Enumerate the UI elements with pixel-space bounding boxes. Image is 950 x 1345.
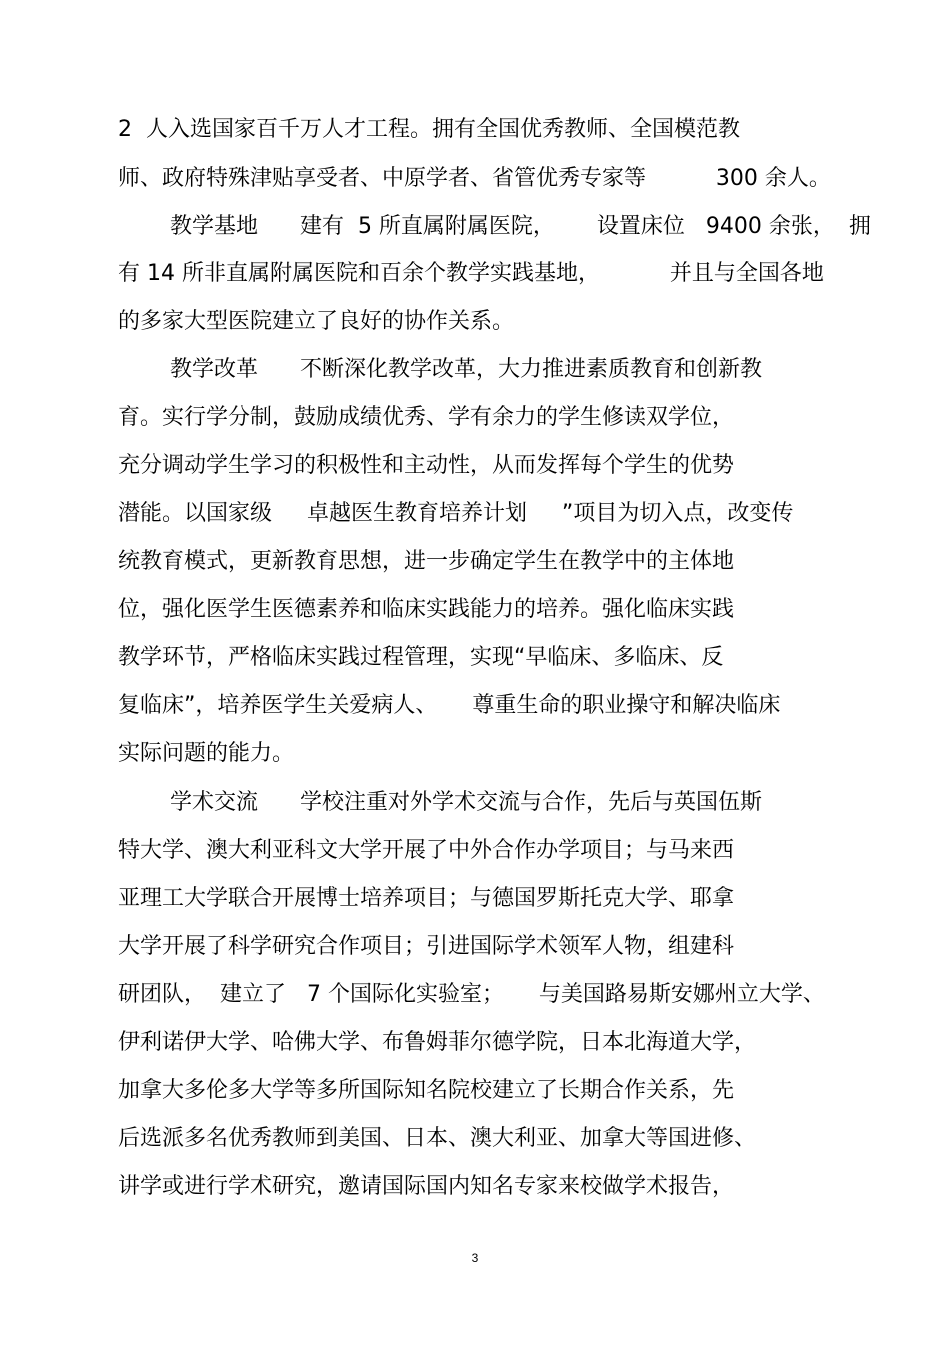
text-line: 充分调动学生学习的积极性和主动性，从而发挥每个学生的优势 xyxy=(118,453,735,478)
page-number: 3 xyxy=(471,1251,479,1265)
text-line: 2 人入选国家百千万人才工程。拥有全国优秀教师、全国模范教 xyxy=(118,117,740,142)
text-line: 育。实行学分制，鼓励成绩优秀、学有余力的学生修读双学位， xyxy=(118,405,735,430)
text-line: 统教育模式，更新教育思想，进一步确定学生在教学中的主体地 xyxy=(118,549,735,574)
paragraph-heading-line: 学术交流 学校注重对外学术交流与合作，先后与英国伍斯 xyxy=(170,790,762,815)
text-line: 讲学或进行学术研究，邀请国际国内知名专家来校做学术报告， xyxy=(118,1174,735,1199)
text-line: 大学开展了科学研究合作项目；引进国际学术领军人物，组建科 xyxy=(118,934,735,959)
text-line: 复临床”，培养医学生关爱病人、 尊重生命的职业操守和解决临床 xyxy=(118,693,781,718)
text-line: 教学环节，严格临床实践过程管理，实现“早临床、多临床、反 xyxy=(118,645,724,670)
text-line: 研团队， 建立了 7 个国际化实验室； 与美国路易斯安娜州立大学、 xyxy=(118,982,825,1007)
text-line: 位，强化医学生医德素养和临床实践能力的培养。强化临床实践 xyxy=(118,597,735,622)
paragraph-heading-line: 教学基地 建有 5 所直属附属医院， 设置床位 9400 余张， 拥 xyxy=(170,214,871,239)
paragraph-heading-line: 教学改革 不断深化教学改革，大力推进素质教育和创新教 xyxy=(170,357,762,382)
text-line: 有 14 所非直属附属医院和百余个教学实践基地， 并且与全国各地 xyxy=(118,261,824,286)
text-line: 潜能。以国家级 卓越医生教育培养计划 ”项目为切入点，改变传 xyxy=(118,501,794,526)
text-line: 亚理工大学联合开展博士培养项目；与德国罗斯托克大学、耶拿 xyxy=(118,886,735,911)
text-line: 实际问题的能力。 xyxy=(118,741,295,766)
text-line: 加拿大多伦多大学等多所国际知名院校建立了长期合作关系，先 xyxy=(118,1078,735,1103)
text-line: 师、政府特殊津贴享受者、中原学者、省管优秀专家等 300 余人。 xyxy=(118,166,831,191)
text-line: 特大学、澳大利亚科文大学开展了中外合作办学项目；与马来西 xyxy=(118,838,735,863)
text-line: 的多家大型医院建立了良好的协作关系。 xyxy=(118,309,515,334)
text-line: 伊利诺伊大学、哈佛大学、布鲁姆菲尔德学院，日本北海道大学， xyxy=(118,1030,757,1055)
text-line: 后选派多名优秀教师到美国、日本、澳大利亚、加拿大等国进修、 xyxy=(118,1126,757,1151)
